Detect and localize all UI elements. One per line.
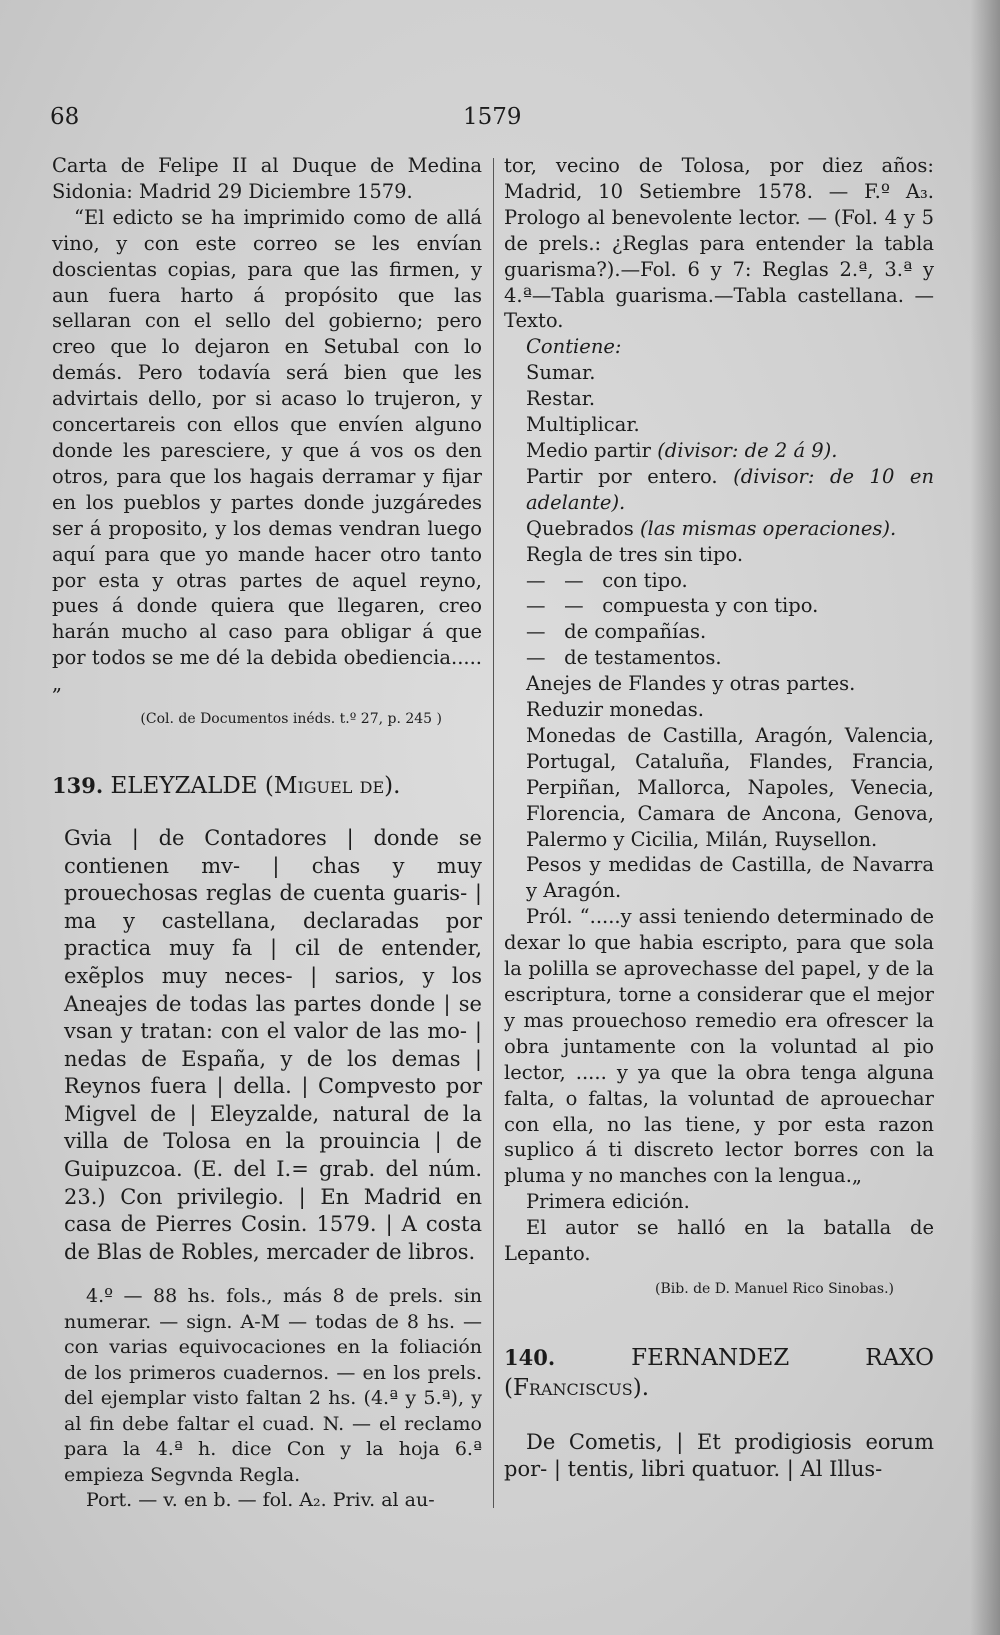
list-item: Anejes de Flandes y otras partes. xyxy=(526,672,856,696)
entry-title: Gvia | de Contadores | donde se contienen mv- | chas y muy prouechosas reglas de cuenta guaris- | ma y castellana, declaradas por practica muy fa | cil de entender, exẽplos muy neces- | sarios, y los Aneajes de todas las partes donde | se vsan y tratan: con el valor de las mo- | nedas de España, y de los demas | Reynos fuera | della. | Compvesto por Migvel de | Eleyzalde, natural de la villa de Tolosa en la prouincia | de Guipuzcoa. (E. del I.= grab. del núm. 23.) Con privilegio. | En Madrid en casa de Pierres Cosin. 1579. | A costa de Blas de Robles, mercader de libros. xyxy=(64,825,482,1264)
list-item: — de testamentos. xyxy=(526,646,722,670)
entry-author-140: FERNANDEZ RAXO xyxy=(631,1344,935,1371)
list-item: Monedas de Castilla, Aragón, Valencia, Portugal, Cataluña, Flandes, Francia, Perpiñan, Mallorca, Napoles, Venecia, Florencia, Camara de Ancona, Genova, Palermo y Cicilia, Milán, Ruysellon. xyxy=(526,723,934,851)
edition-note: Primera edición. xyxy=(526,1190,690,1214)
entry-number: 139. xyxy=(52,772,104,798)
list-item: — de compañías. xyxy=(526,620,707,644)
entry-continuation: tor, vecino de Tolosa, por diez años: Madrid, 10 Setiembre 1578. — F.º A₃. Prologo al benevolente lector. — (Fol. 4 y 5 de prels.: ¿Reglas para entender la tabla guarisma?).—Fol. 6 y 7: Reglas 2.ª, 3.ª y 4.ª—Tabla guarisma.—Tabla castellana. — Texto. xyxy=(504,154,934,333)
letter-citation: (Col. de Documentos inéds. t.º 27, p. 245 ) xyxy=(140,711,442,728)
page-number: 68 xyxy=(50,104,80,130)
list-item: Quebrados (las mismas operaciones). xyxy=(526,516,897,540)
contents-label: Contiene: xyxy=(526,335,622,359)
list-item: Sumar. xyxy=(526,361,596,385)
list-item: Reduzir monedas. xyxy=(526,698,704,722)
list-item: — — con tipo. xyxy=(526,568,688,592)
entry-description: 4.º — 88 hs. fols., más 8 de prels. sin numerar. — sign. A-M — todas de 8 hs. — con varias equivocaciones en la foliación de los primeros cuadernos. — en los prels. del ejemplar visto faltan 2 hs. (4.ª y 5.ª), y al fin debe faltar el cuad. N. — el reclamo para la 4.ª h. dice Con y la hoja 6.ª empieza Segvnda Regla. xyxy=(64,1285,482,1486)
entry-author: ELEYZALDE xyxy=(110,772,258,799)
list-item: Partir por entero. (divisor: de 10 en adelante). xyxy=(526,464,935,514)
list-item: Regla de tres sin tipo. xyxy=(526,542,744,566)
page-edge-shadow xyxy=(970,0,1000,1635)
entry-author-given-140: (Franciscus). xyxy=(504,1374,650,1401)
entry-citation: (Bib. de D. Manuel Rico Sinobas.) xyxy=(655,1280,894,1297)
list-item: Multiplicar. xyxy=(526,413,640,437)
entry-heading-140 xyxy=(504,1343,934,1403)
letter-title: Carta de Felipe II al Duque de Medina Sidonia: Madrid 29 Diciembre 1579. xyxy=(52,154,482,203)
entry-title-140: De Cometis, | Et prodigiosis eorum por- | tentis, libri quatuor. | Al Illus- xyxy=(504,1429,934,1482)
running-head-year: 1579 xyxy=(463,104,522,130)
left-column xyxy=(52,153,482,1514)
entry-author-given: (Miguel de). xyxy=(264,772,401,799)
column-divider xyxy=(493,158,494,1508)
letter-body: “El edicto se ha imprimido como de allá vino, y con este correo se les envían doscientas copias, para que las firmen, y aun fuera harto á propósito que las sellaran con el sello del gobierno; pero creo que lo dejaron en Setubal con lo demás. Pero todavía será bien que les advirtais dello, por si acaso lo trujeron, y concertareis con ellos que envíen alguno donde les paresciere, y que á vos os den otros, para que los hagais derramar y fijar en los pueblos y partes donde juzgáredes ser á proposito, y los demas vendran luego aquí para que yo mande hacer otro tanto por esta y otras partes de aquel reyno, pues á donde quiera que llegaren, creo harán mucho al caso para obligar á que por todos se me dé la debida obediencia.....„ xyxy=(52,205,482,696)
entry-number-140: 140. xyxy=(504,1344,556,1370)
list-item: — — compuesta y con tipo. xyxy=(526,594,819,618)
list-item: Pesos y medidas de Castilla, de Navarra y Aragón. xyxy=(526,853,934,903)
entry-portada: Port. — v. en b. — fol. A₂. Priv. al au- xyxy=(86,1489,435,1512)
prologue-quote: Pról. “.....y assi teniendo determinado de dexar lo que habia escripto, para que sola la polilla se aprovechasse del papel, y de la escriptura, torne a considerar que el mejor y mas prouechoso remedio era ofrescer la obra juntamente con la voluntad al pio lector, ..... y ya que la obra tenga alguna falta, o faltas, la voluntad de aprouechar con ella, no las tiene, y por esta razon suplico á ti discreto lector borres con la pluma y no manches con la lengua.„ xyxy=(504,905,934,1188)
contents-list xyxy=(504,334,934,904)
author-note: El autor se halló en la batalla de Lepanto. xyxy=(504,1216,934,1266)
list-item: Medio partir (divisor: de 2 á 9). xyxy=(526,438,838,462)
list-item: Restar. xyxy=(526,387,596,411)
entry-heading xyxy=(52,771,482,801)
right-column xyxy=(504,153,934,1484)
